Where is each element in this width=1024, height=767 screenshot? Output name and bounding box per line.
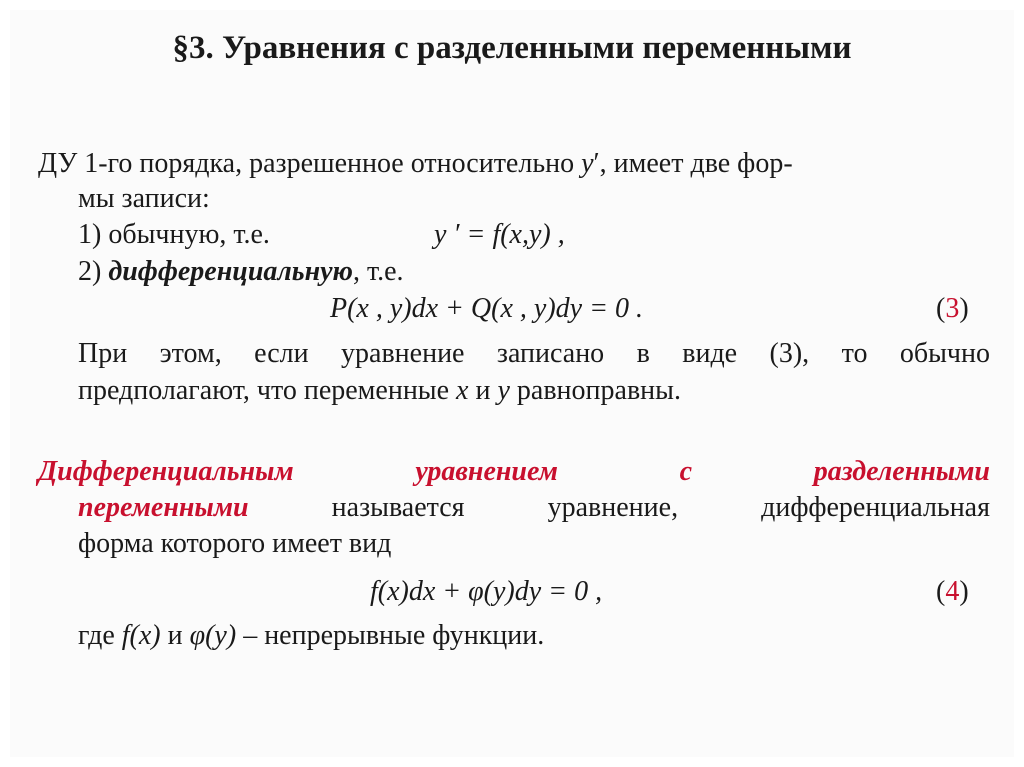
word: называется — [331, 492, 465, 523]
definition-line-1 — [38, 456, 990, 488]
definition-line-3: форма которого имеет вид — [78, 528, 392, 559]
definition-term: Дифференциальным — [38, 456, 294, 487]
word: то — [841, 338, 868, 369]
intro-text: ДУ 1-го порядка, разрешенное относительно — [38, 148, 582, 179]
word: уравнение — [341, 338, 465, 369]
intro-text: , т.е. — [353, 256, 404, 287]
equation-4-number — [936, 576, 969, 608]
definition-text: – непрерывные функции. — [236, 620, 545, 651]
equation-3: P(x , y)dx + Q(x , y)dy = 0 . — [330, 293, 643, 324]
math-var-y: y — [497, 375, 510, 406]
remark-line-1 — [78, 338, 990, 370]
intro-text: 2) — [78, 256, 109, 287]
intro-line-2: мы записи: — [78, 183, 210, 214]
intro-line-4 — [78, 256, 404, 288]
word: если — [254, 338, 309, 369]
intro-line-3: 1) обычную, т.е. — [78, 219, 270, 250]
intro-line-1 — [38, 148, 793, 180]
word: дифференциальная — [761, 492, 990, 523]
word: записано — [496, 338, 605, 369]
equation-4: f(x)dx + φ(y)dy = 0 , — [370, 576, 603, 607]
term-differential: дифференциальную — [108, 256, 353, 287]
paren: ) — [959, 576, 969, 607]
page-title: §3. Уравнения с разделенными переменными — [172, 30, 852, 66]
intro-text: ′, имеет две фор- — [593, 148, 793, 179]
word: обычно — [899, 338, 990, 369]
definition-term: переменными — [78, 492, 249, 523]
definition-term: уравнением — [415, 456, 558, 487]
math-var-y: y — [581, 148, 594, 179]
definition-text: где — [78, 620, 122, 651]
math-phiy: φ(y) — [189, 620, 237, 651]
eq-ref: 4 — [945, 576, 960, 607]
remark-text: предполагают, что переменные — [78, 375, 457, 406]
definition-term: разделенными — [813, 456, 990, 487]
word: этом, — [159, 338, 222, 369]
definition-text: и — [160, 620, 190, 651]
word: виде — [682, 338, 738, 369]
word: уравнение, — [547, 492, 679, 523]
word: При — [78, 338, 128, 369]
definition-line-4 — [78, 620, 544, 652]
math-var-x: x — [456, 375, 469, 406]
definition-term: с — [679, 456, 693, 487]
word: (3), — [769, 338, 810, 369]
eq-ref: 3 — [945, 293, 960, 324]
remark-text: равноправны. — [509, 375, 681, 406]
word: в — [636, 338, 650, 369]
paren: ) — [959, 293, 969, 324]
formula-normal-form: y ′ = f(x,y) , — [434, 219, 565, 250]
equation-3-number — [936, 293, 969, 325]
paren: ( — [936, 576, 946, 607]
definition-line-2 — [78, 492, 990, 524]
paren: ( — [936, 293, 946, 324]
remark-text: и — [468, 375, 498, 406]
math-fx: f(x) — [121, 620, 161, 651]
remark-line-2 — [78, 375, 681, 407]
